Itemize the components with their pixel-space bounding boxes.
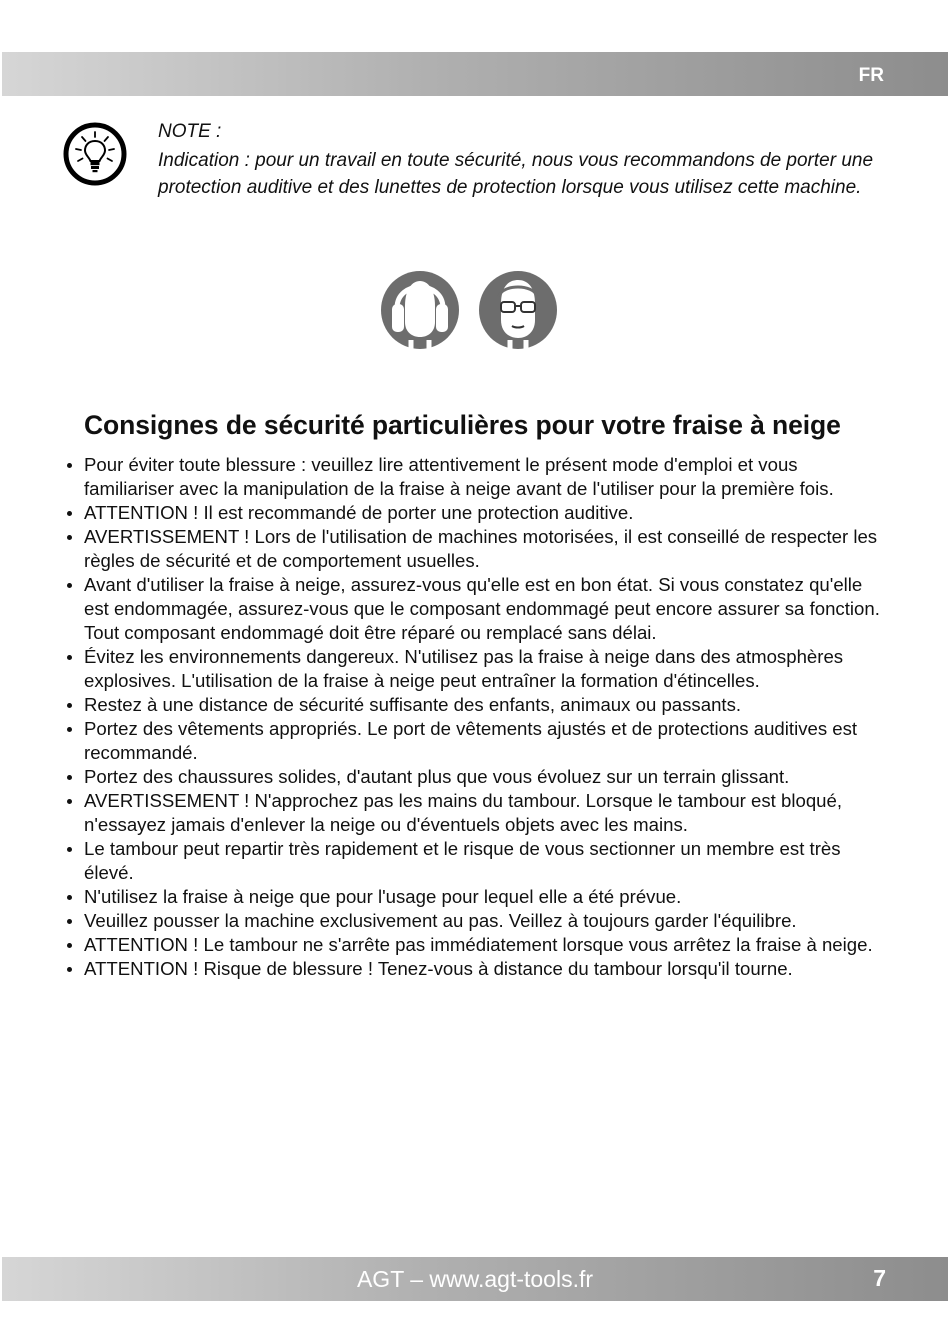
ear-protection-icon [378,268,462,352]
lightbulb-icon [62,121,128,187]
list-item: Pour éviter toute blessure : veuillez lire attentivement le présent mode d'emploi et vous familiariser avec la manipulation de la fraise à neige avant de l'utiliser pour la première fois. [84,453,884,501]
list-item: ATTENTION ! Il est recommandé de porter une protection auditive. [84,501,884,525]
list-item: ATTENTION ! Risque de blessure ! Tenez-vous à distance du tambour lorsqu'il tourne. [84,957,884,981]
note-title: NOTE : [158,121,222,142]
note-text: Indication : pour un travail en toute sécurité, nous vous recommandons de porter une protection auditive et des lunettes de protection lorsque vous utilisez cette machine. [158,150,874,198]
eye-protection-icon [476,268,560,352]
list-item: AVERTISSEMENT ! N'approchez pas les mains du tambour. Lorsque le tambour est bloqué, n'essayez jamais d'enlever la neige ou d'éventuels objets avec les mains. [84,789,884,837]
footer-bar [2,1257,948,1301]
list-item: Le tambour peut repartir très rapidement et le risque de vous sectionner un membre est très élevé. [84,837,884,885]
list-item: Avant d'utiliser la fraise à neige, assurez-vous qu'elle est en bon état. Si vous constatez qu'elle est endommagée, assurez-vous que le composant endommagé peut encore assurer sa fonction. Tout composant endommagé doit être réparé ou remplacé sans délai. [84,573,884,645]
list-item: N'utilisez la fraise à neige que pour l'usage pour lequel elle a été prévue. [84,885,884,909]
safety-icons [375,266,565,356]
footer-text: AGT – www.agt-tools.fr [356,1266,594,1292]
list-item: ATTENTION ! Le tambour ne s'arrête pas immédiatement lorsque vous arrêtez la fraise à neige. [84,933,884,957]
list-item: Veuillez pousser la machine exclusivement au pas. Veillez à toujours garder l'équilibre. [84,909,884,933]
list-item: AVERTISSEMENT ! Lors de l'utilisation de machines motorisées, il est conseillé de respecter les règles de sécurité et de comportement usuelles. [84,525,884,573]
section-title: Consignes de sécurité particulières pour votre fraise à neige [84,410,841,440]
safety-rules-list [84,453,884,981]
list-item: Portez des vêtements appropriés. Le port de vêtements ajustés et de protections auditives est recommandé. [84,717,884,765]
header-bar [2,52,948,96]
list-item: Portez des chaussures solides, d'autant plus que vous évoluez sur un terrain glissant. [84,765,884,789]
language-code: FR [858,65,884,86]
page-number: 7 [873,1265,886,1291]
list-item: Restez à une distance de sécurité suffisante des enfants, animaux ou passants. [84,693,884,717]
list-item: Évitez les environnements dangereux. N'utilisez pas la fraise à neige dans des atmosphères explosives. L'utilisation de la fraise à neige peut entraîner la formation d'étincelles. [84,645,884,693]
